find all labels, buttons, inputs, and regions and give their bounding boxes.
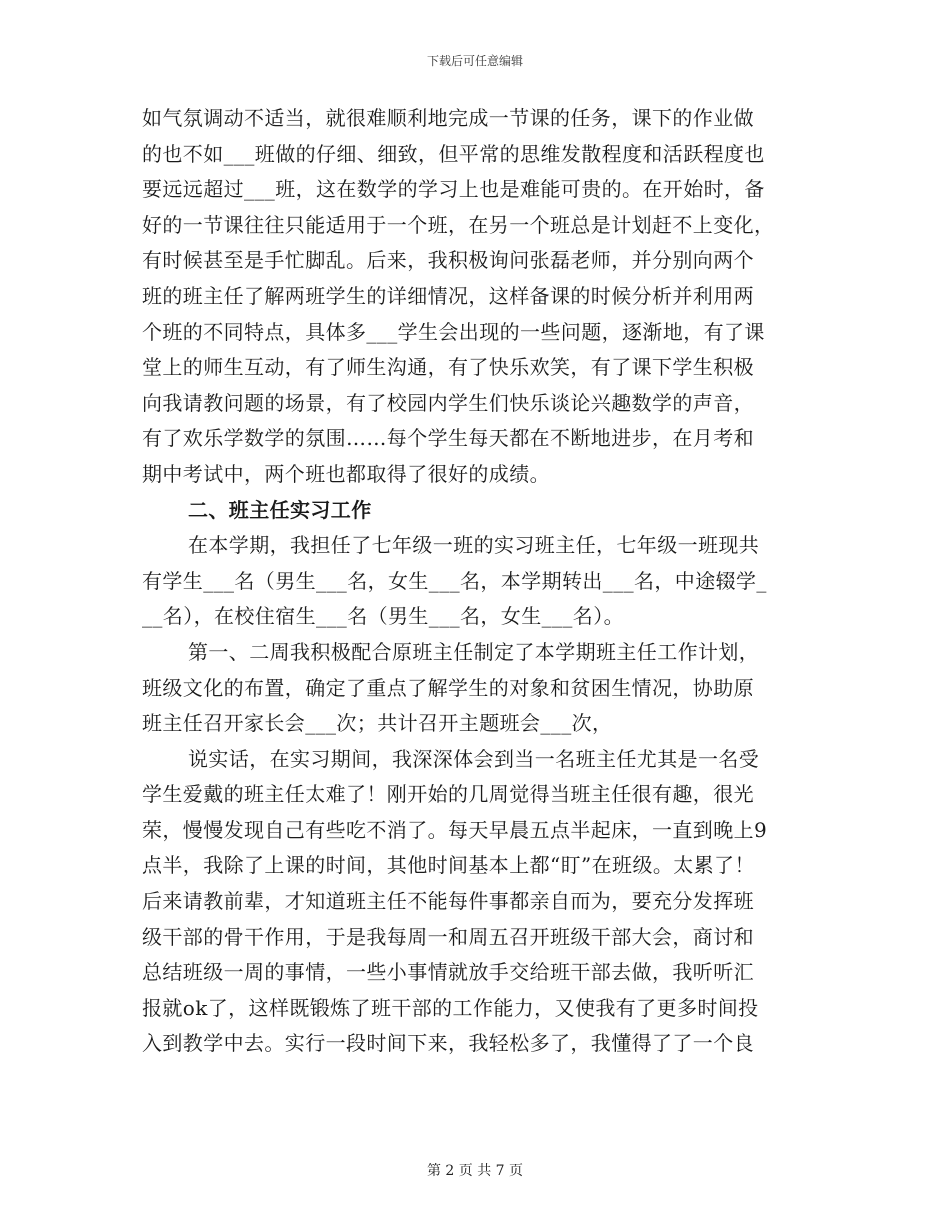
text-line: 点半，我除了上课的时间，其他时间基本上都“盯”在班级。太累了！	[142, 853, 755, 878]
text-line: 入到教学中去。实行一段时间下来，我轻松多了，我懂得了了一个良	[142, 1031, 754, 1056]
text-line: 学生爱戴的班主任太难了！刚开始的几周觉得当班主任很有趣，很光	[142, 782, 754, 807]
text-line: 荣，慢慢发现自己有些吃不消了。每天早晨五点半起床，一直到晚上9	[142, 817, 768, 842]
text-line: 报就ok了，这样既锻炼了班干部的工作能力，又使我有了更多时间投	[142, 995, 759, 1020]
text-line: 后来请教前辈，才知道班主任不能每件事都亲自而为，要充分发挥班	[142, 889, 754, 914]
text-line: 班的班主任了解两班学生的详细情况，这样备课的时候分析并利用两	[142, 283, 754, 308]
section-heading: 二、班主任实习工作	[188, 497, 372, 522]
text-line: 有时候甚至是手忙脚乱。后来，我积极询问张磊老师，并分别向两个	[142, 248, 754, 273]
text-line: 如气氛调动不适当，就很难顺利地完成一节课的任务，课下的作业做	[142, 106, 754, 130]
text-line: 班主任召开家长会___次；共计召开主题班会___次，	[142, 711, 613, 736]
text-line: 有学生___名（男生___名，女生___名，本学期转出___名，中途辍学_	[142, 568, 767, 593]
text-line: 第一、二周我积极配合原班主任制定了本学期班主任工作计划，	[188, 639, 760, 664]
document-body	[142, 101, 802, 1062]
text-line: 好的一节课往往只能适用于一个班，在另一个班总是计划赶不上变化，	[142, 212, 775, 237]
text-line: 级干部的骨干作用，于是我每周一和周五召开班级干部大会，商讨和	[142, 924, 754, 949]
text-line: 总结班级一周的事情，一些小事情就放手交给班干部去做，我听听汇	[142, 960, 754, 985]
text-line: 堂上的师生互动，有了师生沟通，有了快乐欢笑，有了课下学生积极	[142, 355, 754, 380]
text-line: 说实话，在实习期间，我深深体会到当一名班主任尤其是一名受	[188, 746, 760, 771]
text-line: 在本学期，我担任了七年级一班的实习班主任，七年级一班现共	[188, 533, 760, 558]
text-line: __名），在校住宿生___名（男生___名，女生___名）。	[142, 604, 624, 629]
text-line: 要远远超过___班，这在数学的学习上也是难能可贵的。在开始时，备	[142, 177, 765, 202]
page-footer: 第 2 页 共 7 页	[426, 1163, 524, 1179]
text-line: 的也不如___班做的仔细、细致，但平常的思维发散程度和活跃程度也	[142, 141, 765, 166]
text-line: 有了欢乐学数学的氛围……每个学生每天都在不断地进步，在月考和	[142, 426, 754, 451]
text-line: 期中考试中，两个班也都取得了很好的成绩。	[142, 461, 550, 486]
text-line: 向我请教问题的场景，有了校园内学生们快乐谈论兴趣数学的声音，	[142, 390, 754, 415]
text-line: 个班的不同特点，具体多___学生会出现的一些问题，逐渐地，有了课	[142, 319, 765, 344]
page-header: 下载后可任意编辑	[426, 54, 523, 68]
text-line: 班级文化的布置，确定了重点了解学生的对象和贫困生情况，协助原	[142, 675, 754, 700]
